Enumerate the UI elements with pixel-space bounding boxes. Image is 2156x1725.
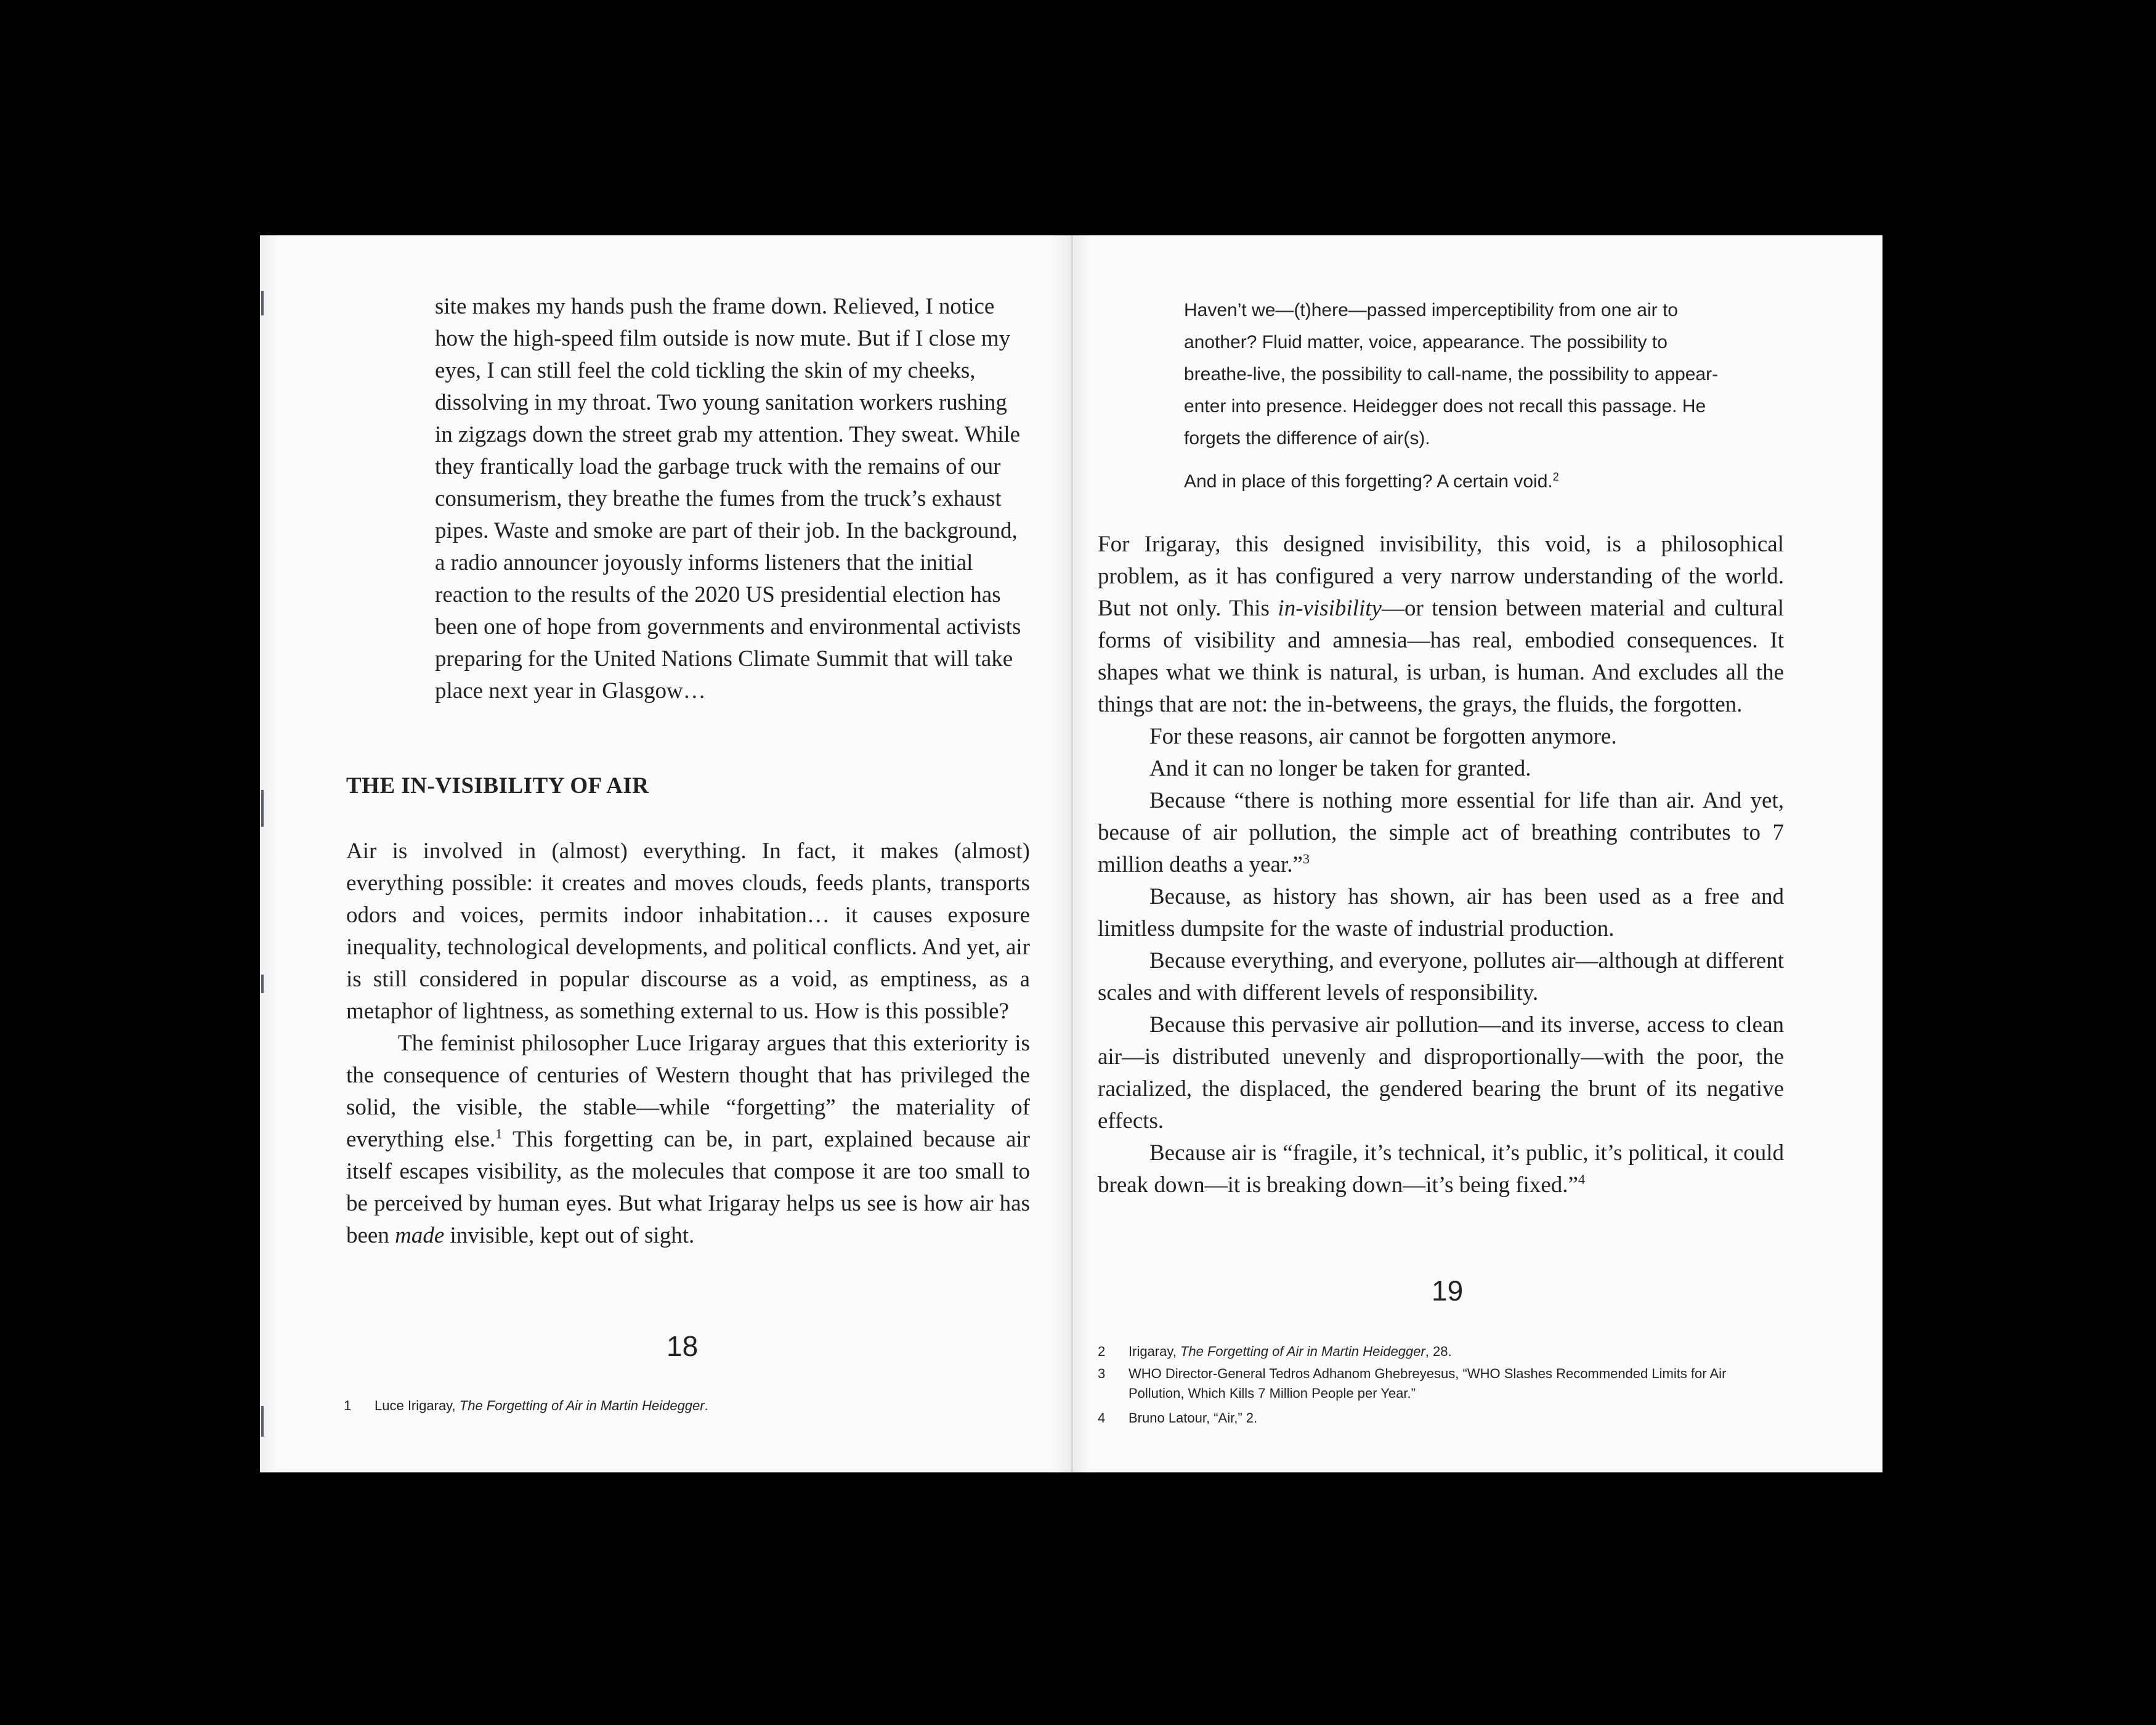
- block-quote-paragraph: Haven’t we—(t)here—passed imperceptibility from one air to another? Fluid matter, voice, appearance. The possibility to breathe-live, the possibility to call-name, the possibility to appear-enter into presence. Heidegger does not recall this passage. He forgets the difference of air(s).: [1184, 300, 1719, 448]
- footnote-reference: 1: [495, 1126, 503, 1142]
- section-heading: THE IN-VISIBILITY OF AIR: [346, 773, 649, 798]
- body-paragraph: Because this pervasive air pollution—and its inverse, access to clean air—is distributed unevenly and disproportionally—with the poor, the racialized, the displaced, the gendered bearing the brunt of its negative effects.: [1098, 1012, 1784, 1134]
- scan-edge-mark: [261, 1406, 264, 1437]
- scan-edge-mark: [261, 790, 264, 827]
- footnote-reference: 2: [1552, 471, 1559, 483]
- page-number: 18: [667, 1330, 699, 1362]
- body-paragraph: The feminist philosopher Luce Irigaray argues that this exteriority is the consequence of centuries of Western thought that has privileged the solid, the visible, the stable—while “forgetting” the materiality of everything else.$^1$ This forgetting can be, in part, explained because air itself escapes visibility, as the molecules that compose it are too small to be perceived by human eyes. But what Irigaray helps us see is how air has been made invisible, kept out of sight.: [346, 1031, 1031, 1248]
- right-page: [1073, 235, 1882, 1472]
- body-paragraph: And it can no longer be taken for granted.: [1149, 756, 1531, 781]
- body-paragraph: Because air is “fragile, it’s technical, it’s public, it’s political, it could break down—it is breaking down—it’s being fixed.”$^4$: [1098, 1140, 1784, 1198]
- footnote-reference: 3: [1302, 851, 1310, 867]
- footnote-text: Bruno Latour, “Air,” 2.: [1129, 1410, 1258, 1426]
- left-body-text: [346, 835, 1030, 1252]
- body-paragraph: For these reasons, air cannot be forgotten anymore.: [1149, 724, 1617, 749]
- footnote-number: 2: [1098, 1344, 1106, 1359]
- right-body-text: [1098, 529, 1784, 1201]
- footnote-number: 1: [344, 1398, 352, 1413]
- opening-quote-paragraph: site makes my hands push the frame down. Relieved, I notice how the high-speed film outside is now mute. But if I close my eyes, I can still feel the cold tickling the skin of my cheeks, dissolving in my throat. Two young sanitation workers rushing in zigzags down the street grab my attention. They sweat. While they frantically load the garbage truck with the remains of our consumerism, they breathe the fumes from the truck’s exhaust pipes. Waste and smoke are part of their job. In the background, a radio announcer joyously informs listeners that the initial reaction to the results of the 2020 US presidential election has been one of hope from governments and environmental activists preparing for the United Nations Climate Summit that will take place next year in Glasgow…: [435, 294, 1021, 704]
- opening-quote-block: [435, 291, 1030, 707]
- book-spread: [260, 235, 1882, 1472]
- footnote-text: WHO Director-General Tedros Adhanom Ghebreyesus, “WHO Slashes Recommended Limits for Air Pollution, Which Kills 7 Million People per Year.”: [1129, 1366, 1727, 1401]
- scan-edge-mark: [261, 291, 264, 315]
- footnote: [1098, 1408, 1825, 1431]
- body-paragraph: Because, as history has shown, air has been used as a free and limitless dumpsite for the waste of industrial production.: [1098, 884, 1784, 941]
- left-page: [260, 235, 1073, 1472]
- block-quote: [1184, 294, 1726, 498]
- footnote-text: Irigaray, The Forgetting of Air in Martin Heidegger, 28.: [1129, 1344, 1452, 1359]
- body-paragraph: For Irigaray, this designed invisibility, this void, is a philosophical problem, as it has configured a very narrow understanding of the world. But not only. This in-visibility—or tension between material and cultural forms of visibility and amnesia—has real, embodied consequences. It shapes what we think is natural, is urban, is human. And excludes all the things that are not: the in-betweens, the grays, the fluids, the forgotten.: [1098, 532, 1784, 717]
- footnote-number: 4: [1098, 1410, 1106, 1426]
- body-paragraph: Air is involved in (almost) everything. In fact, it makes (almost) everything possible: it creates and moves clouds, feeds plants, transports odors and voices, permits indoor inhabitation… it causes exposure inequality, technological developments, and political conflicts. And yet, air is still considered in popular discourse as a void, as emptiness, as a metaphor of lightness, as something external to us. How is this possible?: [346, 838, 1030, 1024]
- footnote-reference: 4: [1578, 1171, 1586, 1187]
- footnote-text: Luce Irigaray, The Forgetting of Air in Martin Heidegger.: [375, 1398, 708, 1413]
- body-paragraph: Because everything, and everyone, pollutes air—although at different scales and with different levels of responsibility.: [1098, 948, 1784, 1005]
- footnote: [1098, 1342, 1825, 1364]
- footnote-number: 3: [1098, 1366, 1106, 1381]
- footnote: [344, 1396, 1046, 1421]
- body-paragraph: Because “there is nothing more essential for life than air. And yet, because of air pollution, the simple act of breathing contributes to 7 million deaths a year.”$^3$: [1098, 788, 1784, 877]
- page-number: 19: [1432, 1275, 1464, 1307]
- footnote: [1098, 1364, 1825, 1407]
- block-quote-paragraph: And in place of this forgetting? A certain void.$^2$: [1184, 471, 1559, 492]
- scan-edge-mark: [261, 975, 264, 993]
